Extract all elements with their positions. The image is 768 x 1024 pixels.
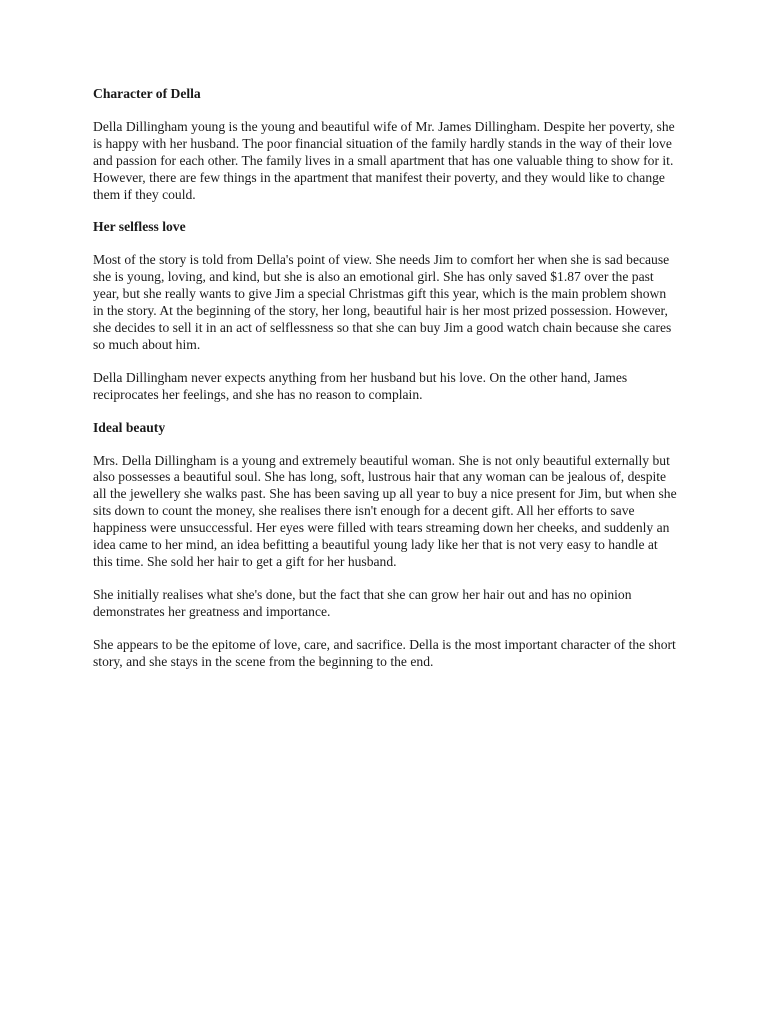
document-page — [93, 86, 679, 686]
document-title: Character of Della — [93, 86, 201, 101]
intro-paragraph: Della Dillingham young is the young and beautiful wife of Mr. James Dillingham. Despite her poverty, she is happy with her husband. The poor financial situation of the family hardly stands in the way of their love and passion for each other. The family lives in a small apartment that has one valuable thing to show for it. However, there are few things in the apartment that manifest their poverty, and they would like to change them if they could. — [93, 118, 675, 202]
paragraph: She appears to be the epitome of love, care, and sacrifice. Della is the most important character of the short story, and she stays in the scene from the beginning to the end. — [93, 636, 676, 669]
paragraph: Mrs. Della Dillingham is a young and extremely beautiful woman. She is not only beautiful externally but also possesses a beautiful soul. She has long, soft, lustrous hair that any woman can be jealous of, despite all the jewellery she walks past. She has been saving up all year to buy a nice present for Jim, but when she sits down to count the money, she realises there isn't enough for a decent gift. All her efforts to save happiness were unsuccessful. Her eyes were filled with tears streaming down her cheeks, and suddenly an idea came to her mind, an idea befitting a beautiful young lady like her that is not very easy to handle at this time. She sold her hair to get a gift for her husband. — [93, 452, 677, 569]
paragraph: Della Dillingham never expects anything from her husband but his love. On the other hand, James reciprocates her feelings, and she has no reason to complain. — [93, 369, 628, 402]
paragraph: Most of the story is told from Della's point of view. She needs Jim to comfort her when she is sad because she is young, loving, and kind, but she is also an emotional girl. She has only saved $1.87 over the past year, but she really wants to give Jim a special Christmas gift this year, which is the main problem shown in the story. At the beginning of the story, her long, beautiful hair is her most prized possession. However, she decides to sell it in an act of selflessness so that she can buy Jim a good watch chain because she cares so much about him. — [93, 252, 672, 352]
paragraph: She initially realises what she's done, but the fact that she can grow her hair out and has no opinion demonstrates her greatness and importance. — [93, 586, 632, 619]
section-heading-selfless-love: Her selfless love — [93, 219, 186, 235]
section-heading-ideal-beauty: Ideal beauty — [93, 419, 166, 435]
